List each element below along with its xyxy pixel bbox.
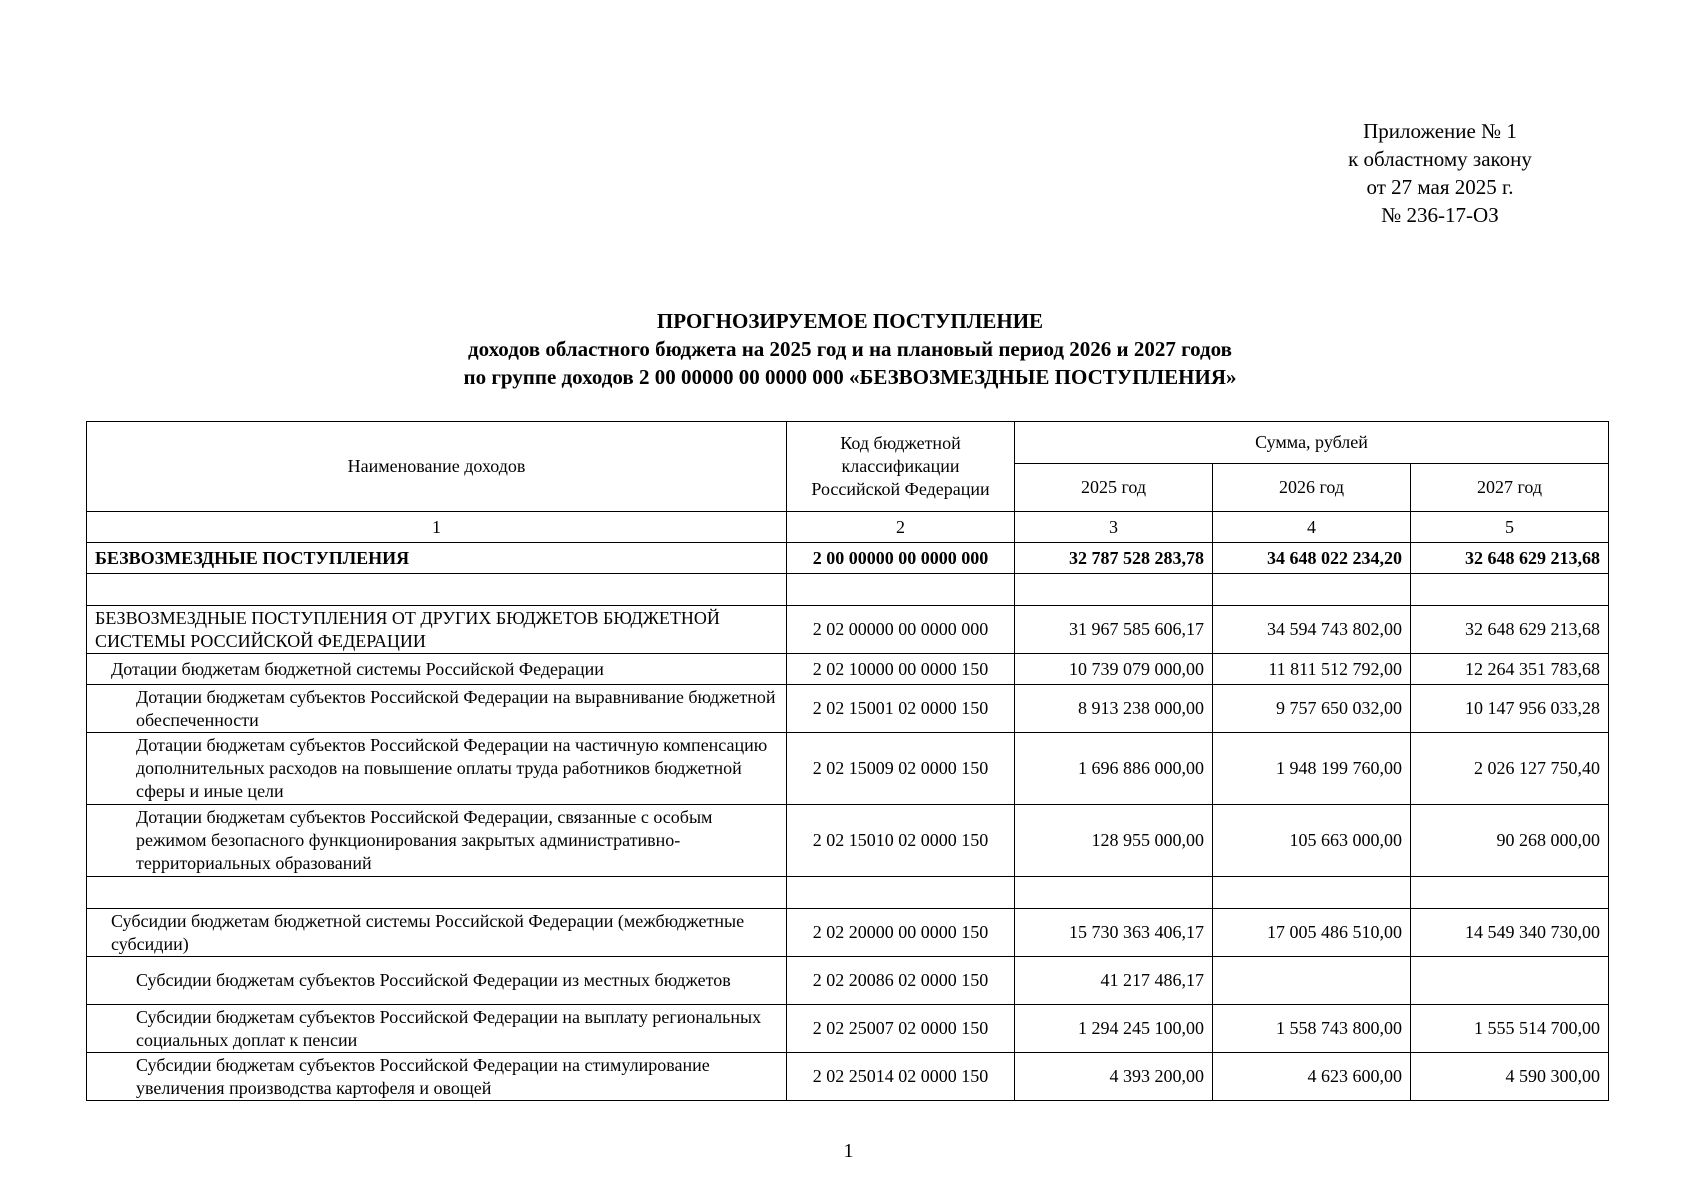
row-name bbox=[87, 574, 787, 606]
row-value-2027: 10 147 956 033,28 bbox=[1411, 685, 1609, 733]
table-row-empty bbox=[87, 877, 1609, 909]
row-value-2025: 41 217 486,17 bbox=[1015, 957, 1213, 1005]
row-value-2027: 4 590 300,00 bbox=[1411, 1053, 1609, 1101]
row-value-2026: 17 005 486 510,00 bbox=[1213, 909, 1411, 957]
row-name: Субсидии бюджетам субъектов Российской Федерации на стимулирование увеличения производства картофеля и овощей bbox=[87, 1053, 787, 1101]
table-row bbox=[87, 606, 1609, 654]
table-row bbox=[87, 909, 1609, 957]
row-value-2025: 31 967 585 606,17 bbox=[1015, 606, 1213, 654]
table-row-empty bbox=[87, 574, 1609, 606]
page-number: 1 bbox=[843, 1140, 854, 1162]
header-name: Наименование доходов bbox=[87, 422, 787, 512]
row-value-2026: 4 623 600,00 bbox=[1213, 1053, 1411, 1101]
row-value-2027 bbox=[1411, 574, 1609, 606]
table-row bbox=[87, 1053, 1609, 1101]
column-index: 2 bbox=[787, 512, 1015, 543]
row-code: 2 02 20086 02 0000 150 bbox=[787, 957, 1015, 1005]
row-value-2026: 34 648 022 234,20 bbox=[1213, 543, 1411, 574]
row-code: 2 02 15009 02 0000 150 bbox=[787, 733, 1015, 805]
appendix-line: к областному закону bbox=[1348, 147, 1532, 171]
appendix-line: от 27 мая 2025 г. bbox=[1366, 175, 1514, 199]
revenue-table bbox=[86, 421, 1609, 1101]
row-value-2027: 32 648 629 213,68 bbox=[1411, 543, 1609, 574]
row-value-2025: 15 730 363 406,17 bbox=[1015, 909, 1213, 957]
row-value-2027: 12 264 351 783,68 bbox=[1411, 654, 1609, 685]
row-value-2026: 34 594 743 802,00 bbox=[1213, 606, 1411, 654]
column-index: 4 bbox=[1213, 512, 1411, 543]
row-name: Субсидии бюджетам субъектов Российской Федерации на выплату региональных социальных доплат к пенсии bbox=[87, 1005, 787, 1053]
row-code: 2 00 00000 00 0000 000 bbox=[787, 543, 1015, 574]
row-name: Дотации бюджетам бюджетной системы Российской Федерации bbox=[87, 654, 787, 685]
row-value-2025 bbox=[1015, 574, 1213, 606]
row-code: 2 02 10000 00 0000 150 bbox=[787, 654, 1015, 685]
header-sum: Сумма, рублей bbox=[1015, 422, 1609, 464]
row-code: 2 02 25014 02 0000 150 bbox=[787, 1053, 1015, 1101]
table-row bbox=[87, 957, 1609, 1005]
row-code: 2 02 20000 00 0000 150 bbox=[787, 909, 1015, 957]
row-value-2026 bbox=[1213, 574, 1411, 606]
title-line-2: доходов областного бюджета на 2025 год и на плановый период 2026 и 2027 годов bbox=[468, 337, 1232, 361]
row-value-2025: 4 393 200,00 bbox=[1015, 1053, 1213, 1101]
row-name: БЕЗВОЗМЕЗДНЫЕ ПОСТУПЛЕНИЯ ОТ ДРУГИХ БЮДЖЕТОВ БЮДЖЕТНОЙ СИСТЕМЫ РОССИЙСКОЙ ФЕДЕРАЦИИ bbox=[87, 606, 787, 654]
document-title bbox=[285, 307, 1415, 391]
row-value-2027: 2 026 127 750,40 bbox=[1411, 733, 1609, 805]
row-value-2027: 90 268 000,00 bbox=[1411, 805, 1609, 877]
header-year: 2027 год bbox=[1411, 464, 1609, 512]
table-row bbox=[87, 543, 1609, 574]
row-name: Субсидии бюджетам субъектов Российской Федерации из местных бюджетов bbox=[87, 957, 787, 1005]
row-code: 2 02 15010 02 0000 150 bbox=[787, 805, 1015, 877]
table-row bbox=[87, 654, 1609, 685]
row-value-2025: 1 696 886 000,00 bbox=[1015, 733, 1213, 805]
table-row bbox=[87, 685, 1609, 733]
appendix-block bbox=[1290, 117, 1590, 229]
row-value-2027: 14 549 340 730,00 bbox=[1411, 909, 1609, 957]
header-code: Код бюджетной классификации Российской Федерации bbox=[787, 422, 1015, 512]
row-value-2026: 105 663 000,00 bbox=[1213, 805, 1411, 877]
row-code bbox=[787, 574, 1015, 606]
row-code bbox=[787, 877, 1015, 909]
row-value-2027: 32 648 629 213,68 bbox=[1411, 606, 1609, 654]
appendix-line: № 236-17-ОЗ bbox=[1381, 203, 1499, 227]
row-code: 2 02 00000 00 0000 000 bbox=[787, 606, 1015, 654]
row-value-2025: 32 787 528 283,78 bbox=[1015, 543, 1213, 574]
row-name: Дотации бюджетам субъектов Российской Федерации на выравнивание бюджетной обеспеченности bbox=[87, 685, 787, 733]
row-value-2025: 10 739 079 000,00 bbox=[1015, 654, 1213, 685]
row-value-2026 bbox=[1213, 957, 1411, 1005]
column-index: 5 bbox=[1411, 512, 1609, 543]
row-name: Субсидии бюджетам бюджетной системы Российской Федерации (межбюджетные субсидии) bbox=[87, 909, 787, 957]
row-value-2026: 11 811 512 792,00 bbox=[1213, 654, 1411, 685]
column-index-row bbox=[87, 512, 1609, 543]
row-name bbox=[87, 877, 787, 909]
title-line-1: ПРОГНОЗИРУЕМОЕ ПОСТУПЛЕНИЕ bbox=[656, 309, 1044, 333]
title-line-3: по группе доходов 2 00 00000 00 0000 000 «БЕЗВОЗМЕЗДНЫЕ ПОСТУПЛЕНИЯ» bbox=[463, 365, 1237, 389]
row-name: Дотации бюджетам субъектов Российской Федерации, связанные с особым режимом безопасного функционирования закрытых административно-территориальных образований bbox=[87, 805, 787, 877]
column-index: 1 bbox=[87, 512, 787, 543]
row-value-2025: 128 955 000,00 bbox=[1015, 805, 1213, 877]
table-row bbox=[87, 733, 1609, 805]
row-value-2026 bbox=[1213, 877, 1411, 909]
row-name: БЕЗВОЗМЕЗДНЫЕ ПОСТУПЛЕНИЯ bbox=[87, 543, 787, 574]
row-value-2025: 1 294 245 100,00 bbox=[1015, 1005, 1213, 1053]
table-row bbox=[87, 1005, 1609, 1053]
row-name: Дотации бюджетам субъектов Российской Федерации на частичную компенсацию дополнительных расходов на повышение оплаты труда работников бюджетной сферы и иные цели bbox=[87, 733, 787, 805]
column-index: 3 bbox=[1015, 512, 1213, 543]
row-value-2026: 1 948 199 760,00 bbox=[1213, 733, 1411, 805]
row-value-2026: 1 558 743 800,00 bbox=[1213, 1005, 1411, 1053]
appendix-line: Приложение № 1 bbox=[1363, 119, 1517, 143]
header-year: 2025 год bbox=[1015, 464, 1213, 512]
table-row bbox=[87, 805, 1609, 877]
header-year: 2026 год bbox=[1213, 464, 1411, 512]
row-value-2025 bbox=[1015, 877, 1213, 909]
row-value-2027 bbox=[1411, 957, 1609, 1005]
row-value-2027: 1 555 514 700,00 bbox=[1411, 1005, 1609, 1053]
row-value-2026: 9 757 650 032,00 bbox=[1213, 685, 1411, 733]
row-code: 2 02 25007 02 0000 150 bbox=[787, 1005, 1015, 1053]
table-header-row bbox=[87, 422, 1609, 464]
row-value-2027 bbox=[1411, 877, 1609, 909]
row-code: 2 02 15001 02 0000 150 bbox=[787, 685, 1015, 733]
row-value-2025: 8 913 238 000,00 bbox=[1015, 685, 1213, 733]
